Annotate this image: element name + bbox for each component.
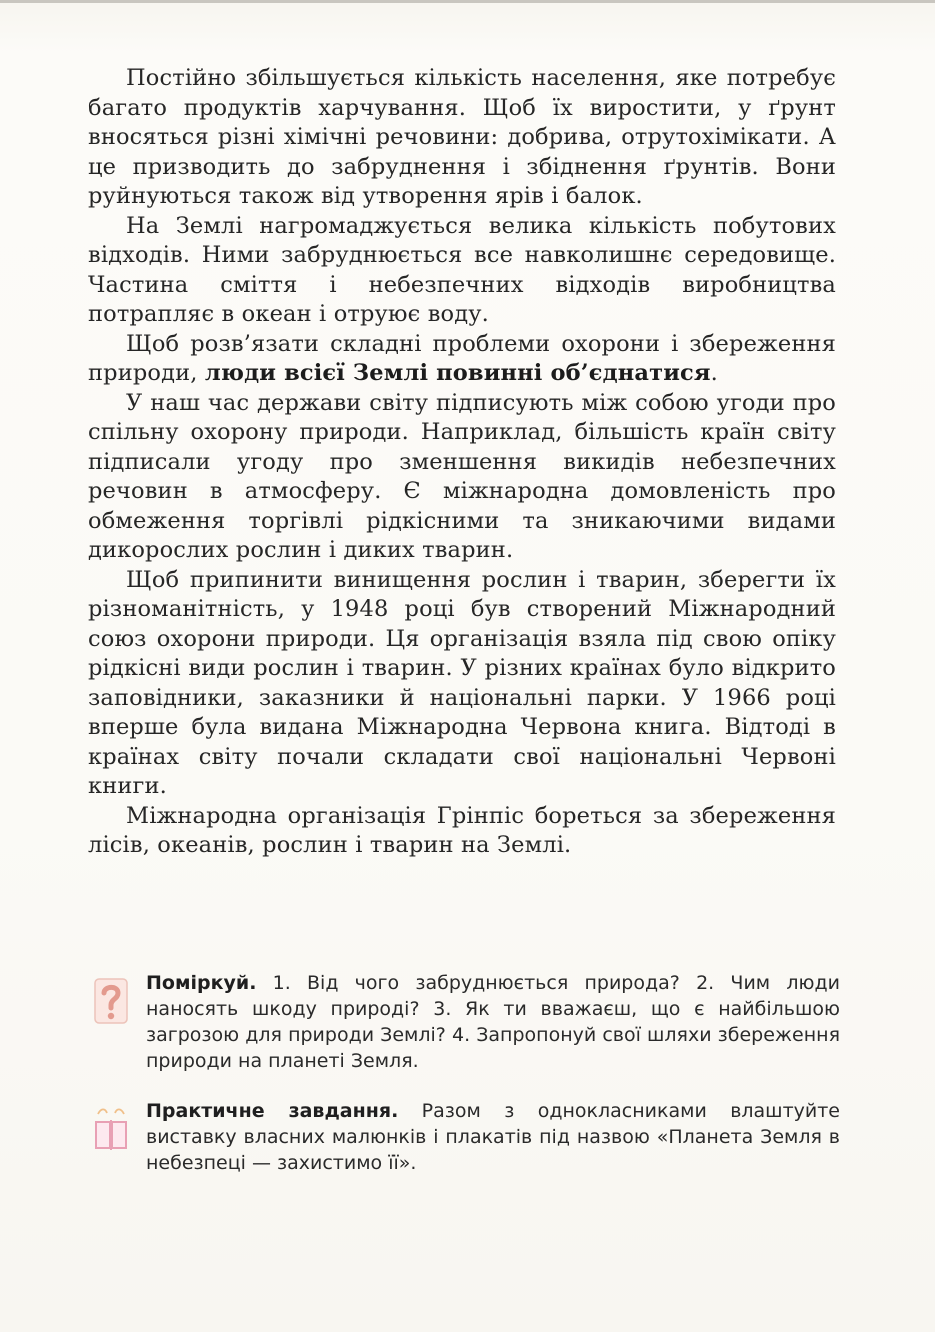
think-label: Поміркуй. [146,972,257,994]
paragraph-soil: Постійно збільшується кількість населення, яке потребує багато продуктів харчування. Щоб їх виростити, у ґрунт вносяться різні хімічні речовини: добрива, отрутохімікати. А це призводить до забруднення і збіднення ґрунтів. Вони руйнуються також від утворення ярів і балок. [88,65,836,209]
practice-label: Практичне завдання. [146,1100,399,1122]
paragraph-unite [88,330,836,389]
paragraph-unite-start: Щоб розв’язати складні проблеми охорони і збереження природи, [88,330,836,386]
practice-text [146,1098,840,1176]
think-questions: 1. Від чого забруднюється природа? 2. Чим люди наносять шкоду природі? 3. Як ти вважаєш, що є найбільшою загрозою для природи Землі? 4. Запропонуй свої шляхи збереження природи на планеті Земля. [146,972,840,1072]
paragraph-unite-bold: люди всієї Землі повинні об’єднатися [204,360,711,386]
paragraph-agreements: У наш час держави світу підписують між собою угоди про спільну охорону природи. Наприклад, більшість країн світу підписали угоду про зменшення викидів небезпечних речовин в атмосферу. Є міжнародна домовленість про обмеження торгівлі рідкісними та зникаючими видами дикорослих рослин і диких тварин. [88,389,836,563]
paragraph-waste: На Землі нагромаджується велика кількість побутових відходів. Ними забруднюється все навколишнє середовище. Частина сміття і небезпечних відходів виробництва потрапляє в океан і отруює воду. [88,212,836,327]
question-mark-icon [92,976,130,1026]
main-text [88,64,836,861]
practice-instructions: Разом з однокласниками влаштуйте виставку власних малюнків і плакатів під назвою «Планета Земля в небезпеці — захистимо її». [146,1100,840,1174]
open-book-icon [92,1104,130,1154]
practice-task [92,1098,840,1176]
think-text [146,970,840,1074]
paragraph-unite-end: . [710,360,718,386]
think-task [92,970,840,1074]
paragraph-union: Щоб припинити винищення рослин і тварин, зберегти їх різноманітність, у 1948 році був створений Міжнародний союз охорони природи. Ця організація взяла під свою опіку рідкісні види рослин і тварин. У різних країнах було відкрито заповідники, заказники й національні парки. У 1966 році вперше була видана Міжнародна Червона книга. Відтоді в країнах світу почали складати свої національні Червоні книги. [88,566,836,799]
page-top-edge [0,0,935,3]
paragraph-greenpeace: Міжнародна організація Грінпіс бореться за збереження лісів, океанів, рослин і тварин на Землі. [88,802,836,858]
